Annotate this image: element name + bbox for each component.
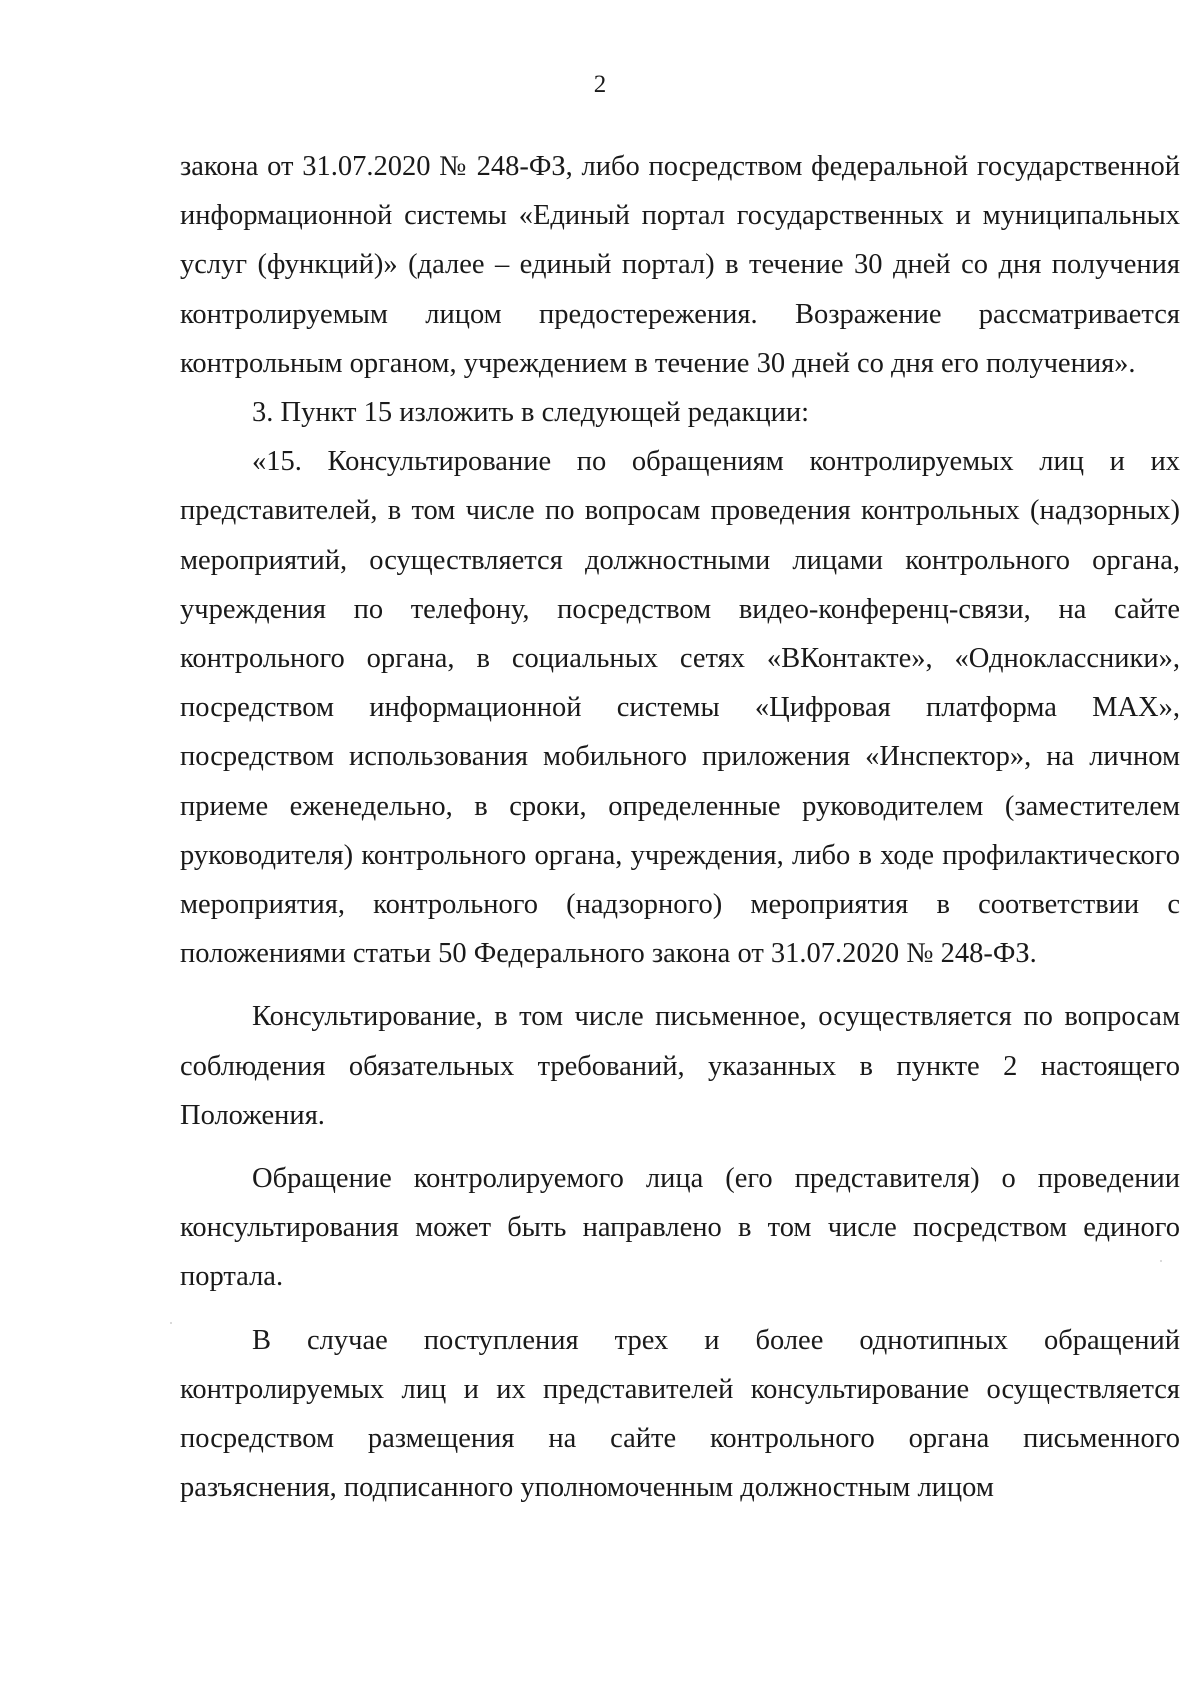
page-number: 2 xyxy=(593,71,607,98)
paragraph-consulting-request: Обращение контролируемого лица (его представителя) о проведении консультирования может быть направлено в том числе посредством единого портала. xyxy=(180,1163,1180,1293)
scan-speck xyxy=(1160,1260,1162,1262)
paragraph-clause-3-heading: 3. Пункт 15 изложить в следующей редакции: xyxy=(252,397,809,429)
paragraph-objection-continuation: закона от 31.07.2020 № 248-ФЗ, либо посредством федеральной государственной информационной системы «Единый портал государственных и муниципальных услуг (функций)» (далее – единый портал) в течение 30 дней со дня получения контролируемым лицом предостережения. Возражение рассматривается контрольным органом, учреждением в течение 30 дней со дня его получения». xyxy=(180,151,1180,379)
paragraph-clause-15-consulting: «15. Консультирование по обращениям контролируемых лиц и их представителей, в том числе по вопросам проведения контрольных (надзорных) мероприятий, осуществляется должностными лицами контрольного органа, учреждения по телефону, посредством видео-конференц-связи, на сайте контрольного органа, в социальных сетях «ВКонтакте», «Одноклассники», посредством информационной системы «Цифровая платформа MAX», посредством использования мобильного приложения «Инспектор», на личном приеме еженедельно, в сроки, определенные руководителем (заместителем руководителя) контрольного органа, учреждения, либо в ходе профилактического мероприятия, контрольного (надзорного) мероприятия в соответствии с положениями статьи 50 Федерального закона от 31.07.2020 № 248-ФЗ. xyxy=(180,446,1180,970)
paragraph-multiple-requests: В случае поступления трех и более однотипных обращений контролируемых лиц и их представителей консультирование осуществляется посредством размещения на сайте контрольного органа письменного разъяснения, подписанного уполномоченным должностным лицом xyxy=(180,1324,1180,1504)
document-body xyxy=(180,142,1180,1512)
paragraph-consulting-scope: Консультирование, в том числе письменное, осуществляется по вопросам соблюдения обязательных требований, указанных в пункте 2 настоящего Положения. xyxy=(180,1001,1180,1131)
scan-speck xyxy=(170,1322,172,1324)
